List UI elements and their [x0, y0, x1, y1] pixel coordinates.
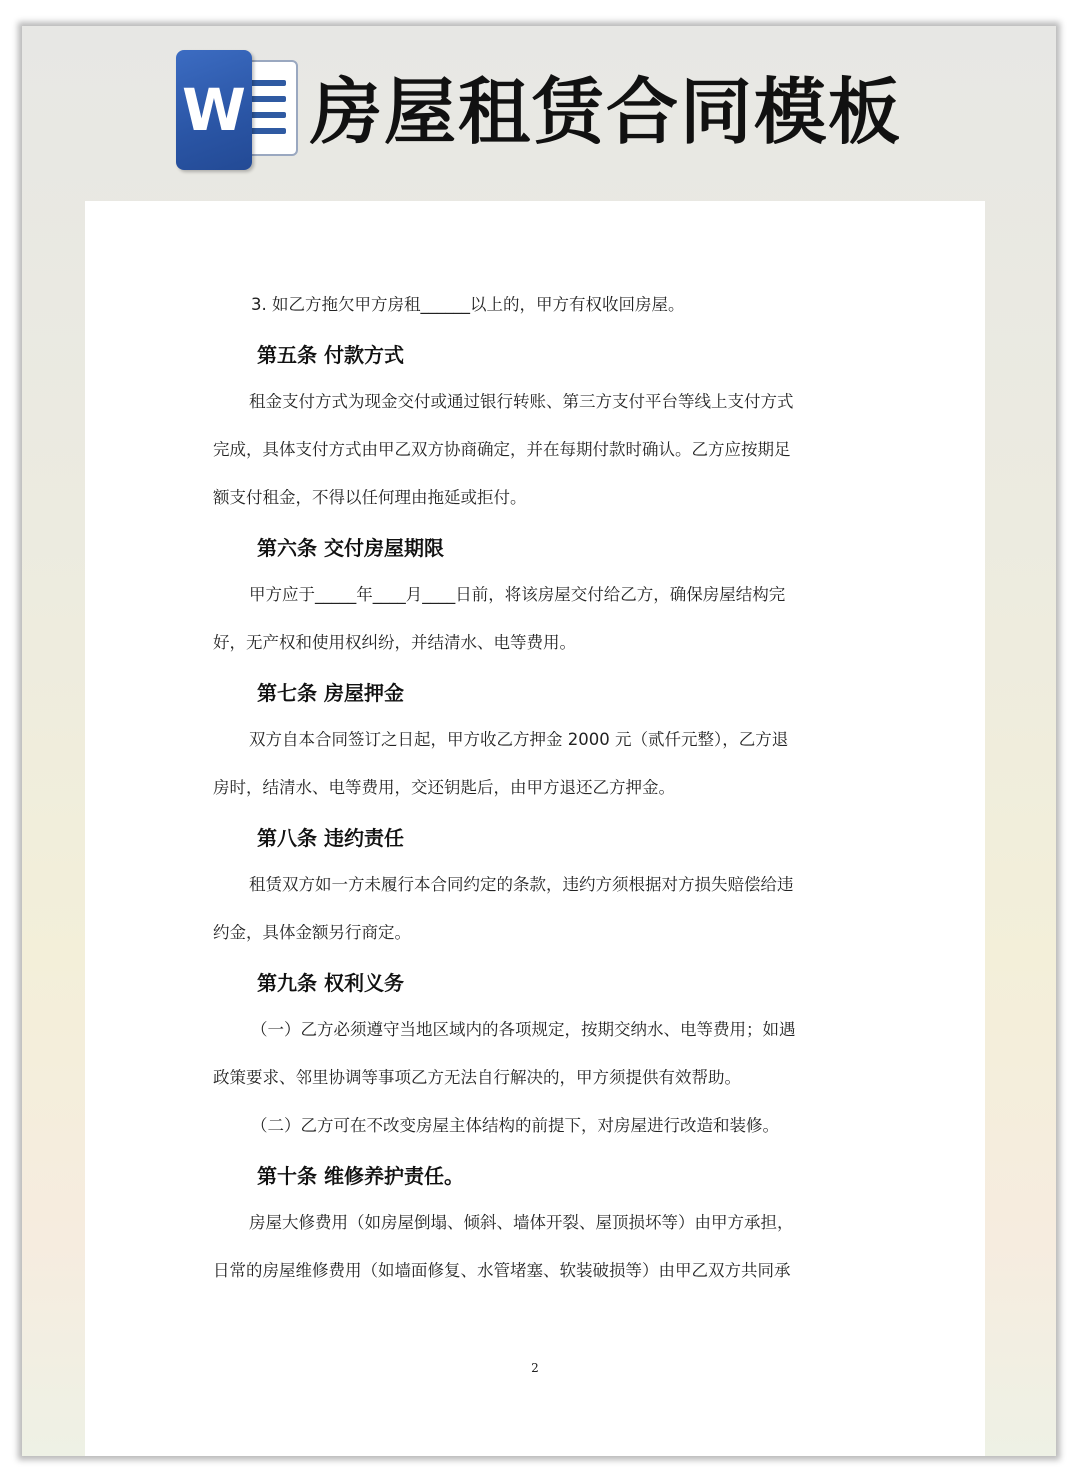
word-badge-icon: W — [176, 50, 252, 170]
clause-line: 房屋大修费用（如房屋倒塌、倾斜、墙体开裂、屋顶损坏等）由甲方承担， — [249, 1213, 794, 1232]
clause-line: 额支付租金，不得以任何理由拖延或拒付。 — [213, 488, 527, 507]
document-page — [85, 201, 985, 1456]
header — [174, 48, 934, 176]
clause-line: 约金，具体金额另行商定。 — [213, 923, 411, 942]
clause-heading: 第六条 交付房屋期限 — [257, 536, 444, 560]
page-number: 2 — [531, 1361, 539, 1375]
document-body — [213, 281, 858, 1295]
clause-line: 双方自本合同签订之日起，甲方收乙方押金 2000 元（贰仟元整），乙方退 — [249, 730, 789, 749]
clause-line: 完成，具体支付方式由甲乙双方协商确定，并在每期付款时确认。乙方应按期足 — [213, 440, 791, 459]
clause-line: 租赁双方如一方未履行本合同约定的条款，违约方须根据对方损失赔偿给违 — [249, 875, 794, 894]
clause-line: 租金支付方式为现金交付或通过银行转账、第三方支付平台等线上支付方式 — [249, 392, 794, 411]
page-title: 房屋租赁合同模板 — [310, 70, 903, 154]
clause-line: 日常的房屋维修费用（如墙面修复、水管堵塞、软装破损等）由甲乙双方共同承 — [213, 1261, 791, 1280]
clause-line: 政策要求、邻里协调等事项乙方无法自行解决的，甲方须提供有效帮助。 — [213, 1068, 741, 1087]
clause-line: （二）乙方可在不改变房屋主体结构的前提下，对房屋进行改造和装修。 — [251, 1116, 779, 1135]
clause-heading: 第八条 违约责任 — [257, 826, 404, 850]
text-line-icon — [248, 80, 286, 86]
text-line-icon — [248, 96, 286, 102]
clause-heading: 第五条 付款方式 — [257, 343, 404, 367]
clause-line: （一）乙方必须遵守当地区域内的各项规定，按期交纳水、电等费用；如遇 — [251, 1020, 796, 1039]
clause-line: 好，无产权和使用权纠纷，并结清水、电等费用。 — [213, 633, 576, 652]
clause-line: 3. 如乙方拖欠甲方房租______以上的，甲方有权收回房屋。 — [251, 295, 685, 314]
poster-frame — [22, 26, 1056, 1456]
text-line-icon — [248, 112, 286, 118]
clause-heading: 第十条 维修养护责任。 — [257, 1164, 464, 1188]
text-line-icon — [248, 128, 286, 134]
clause-line: 房时，结清水、电等费用，交还钥匙后，由甲方退还乙方押金。 — [213, 778, 675, 797]
clause-heading: 第七条 房屋押金 — [257, 681, 404, 705]
clause-heading: 第九条 权利义务 — [257, 971, 404, 995]
clause-line: 甲方应于_____年____月____日前，将该房屋交付给乙方，确保房屋结构完 — [249, 585, 786, 604]
word-document-icon — [174, 48, 304, 176]
